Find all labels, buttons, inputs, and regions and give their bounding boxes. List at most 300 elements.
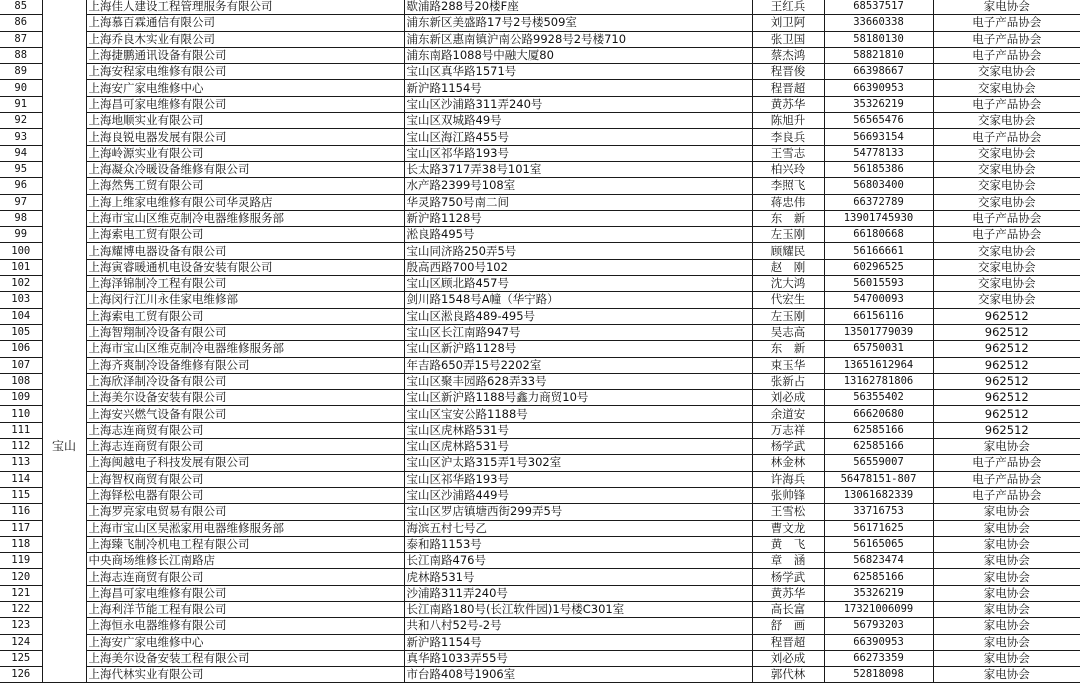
address-cell: 淞良路495号 (404, 227, 752, 243)
phone-cell: 66620680 (824, 406, 933, 422)
contact-person-cell: 张帅锋 (752, 487, 824, 503)
contact-person-cell: 东 新 (752, 210, 824, 226)
table-row (0, 80, 1080, 96)
contact-person-cell: 左玉刚 (752, 308, 824, 324)
association-cell: 家电协会 (933, 634, 1080, 650)
company-name-cell: 上海安广家电维修中心 (86, 80, 404, 96)
row-number: 91 (0, 96, 42, 112)
company-name-cell: 中央商场维修长江南路店 (86, 553, 404, 569)
address-cell: 剑川路1548号A幢（华宁路） (404, 292, 752, 308)
company-name-cell: 上海臻飞制冷机电工程有限公司 (86, 536, 404, 552)
district-cell (42, 227, 86, 243)
row-number: 106 (0, 341, 42, 357)
phone-cell: 52818098 (824, 667, 933, 683)
address-cell: 宝山区长江南路947号 (404, 324, 752, 340)
address-cell: 水产路2399号108室 (404, 178, 752, 194)
contact-person-cell: 黄苏华 (752, 585, 824, 601)
phone-cell: 56166661 (824, 243, 933, 259)
phone-cell: 56478151-807 (824, 471, 933, 487)
contact-person-cell: 顾耀民 (752, 243, 824, 259)
district-cell (42, 113, 86, 129)
association-cell: 电子产品协会 (933, 455, 1080, 471)
association-cell: 交家电协会 (933, 194, 1080, 210)
contact-person-cell: 陈旭升 (752, 113, 824, 129)
phone-cell: 56165065 (824, 536, 933, 552)
table-row (0, 650, 1080, 666)
table-row (0, 373, 1080, 389)
district-cell (42, 324, 86, 340)
table-row (0, 634, 1080, 650)
phone-cell: 56015593 (824, 276, 933, 292)
row-number: 103 (0, 292, 42, 308)
row-number: 126 (0, 667, 42, 683)
company-name-cell: 上海乔良木实业有限公司 (86, 31, 404, 47)
table-row (0, 308, 1080, 324)
association-cell: 962512 (933, 373, 1080, 389)
address-cell: 宝山区双城路49号 (404, 113, 752, 129)
row-number: 92 (0, 113, 42, 129)
row-number: 105 (0, 324, 42, 340)
table-row (0, 324, 1080, 340)
phone-cell: 66390953 (824, 80, 933, 96)
address-cell: 海滨五村七号乙 (404, 520, 752, 536)
contact-person-cell: 张卫国 (752, 31, 824, 47)
address-cell: 新沪路1128号 (404, 210, 752, 226)
contact-person-cell: 左玉刚 (752, 227, 824, 243)
contact-person-cell: 束玉华 (752, 357, 824, 373)
row-number: 108 (0, 373, 42, 389)
phone-cell: 66372789 (824, 194, 933, 210)
company-name-cell: 上海闵行江川永佳家电维修部 (86, 292, 404, 308)
phone-cell: 56185386 (824, 161, 933, 177)
address-cell: 虎林路531号 (404, 569, 752, 585)
district-cell (42, 194, 86, 210)
district-cell (42, 650, 86, 666)
district-cell (42, 455, 86, 471)
address-cell: 浦东新区惠南镇沪南公路9928号2号楼710 (404, 31, 752, 47)
phone-cell: 35326219 (824, 585, 933, 601)
company-name-cell: 上海凝众冷暖设备维修有限公司 (86, 161, 404, 177)
row-number: 96 (0, 178, 42, 194)
association-cell: 家电协会 (933, 601, 1080, 617)
row-number: 101 (0, 259, 42, 275)
contact-person-cell: 郭代林 (752, 667, 824, 683)
association-cell: 交家电协会 (933, 243, 1080, 259)
table-row (0, 31, 1080, 47)
company-name-cell: 上海良锐电器发展有限公司 (86, 129, 404, 145)
company-name-cell: 上海泽锦制冷工程有限公司 (86, 276, 404, 292)
district-cell (42, 15, 86, 31)
company-name-cell: 上海索电工贸有限公司 (86, 227, 404, 243)
phone-cell: 35326219 (824, 96, 933, 112)
company-name-cell: 上海佳人建设工程管理服务有限公司 (86, 0, 404, 15)
company-name-cell: 上海安程家电维修有限公司 (86, 64, 404, 80)
contact-person-cell: 万志祥 (752, 422, 824, 438)
row-number: 94 (0, 145, 42, 161)
row-number: 87 (0, 31, 42, 47)
phone-cell: 13162781806 (824, 373, 933, 389)
phone-cell: 62585166 (824, 569, 933, 585)
row-number: 116 (0, 504, 42, 520)
district-cell (42, 487, 86, 503)
company-name-cell: 上海捷鹏通讯设备有限公司 (86, 47, 404, 63)
district-cell (42, 585, 86, 601)
table-row (0, 47, 1080, 63)
phone-cell: 56823474 (824, 553, 933, 569)
row-number: 90 (0, 80, 42, 96)
phone-cell: 62585166 (824, 422, 933, 438)
phone-cell: 66273359 (824, 650, 933, 666)
table-row (0, 504, 1080, 520)
row-number: 102 (0, 276, 42, 292)
contact-person-cell: 东 新 (752, 341, 824, 357)
district-cell (42, 569, 86, 585)
phone-cell: 54700093 (824, 292, 933, 308)
address-cell: 真华路1033弄55号 (404, 650, 752, 666)
company-name-cell: 上海欣泽制冷设备有限公司 (86, 373, 404, 389)
address-cell: 共和八村52号-2号 (404, 618, 752, 634)
association-cell: 962512 (933, 357, 1080, 373)
row-number: 113 (0, 455, 42, 471)
row-number: 89 (0, 64, 42, 80)
district-cell (42, 292, 86, 308)
table-row (0, 341, 1080, 357)
contact-person-cell: 张新占 (752, 373, 824, 389)
phone-cell: 56793203 (824, 618, 933, 634)
contact-person-cell: 刘必成 (752, 390, 824, 406)
district-cell (42, 178, 86, 194)
table-row (0, 129, 1080, 145)
contact-person-cell: 李照飞 (752, 178, 824, 194)
association-cell: 交家电协会 (933, 80, 1080, 96)
phone-cell: 66156116 (824, 308, 933, 324)
phone-cell: 56355402 (824, 390, 933, 406)
company-name-cell: 上海然隽工贸有限公司 (86, 178, 404, 194)
address-cell: 宝山区沙浦路311弄240号 (404, 96, 752, 112)
row-number: 104 (0, 308, 42, 324)
company-name-cell: 上海地顺实业有限公司 (86, 113, 404, 129)
table-row (0, 618, 1080, 634)
address-cell: 市台路408号1906室 (404, 667, 752, 683)
phone-cell: 13501779039 (824, 324, 933, 340)
row-number: 117 (0, 520, 42, 536)
table-row (0, 390, 1080, 406)
company-name-cell: 上海齐爽制冷设备维修有限公司 (86, 357, 404, 373)
table-row (0, 15, 1080, 31)
contact-person-cell: 余道安 (752, 406, 824, 422)
association-cell: 家电协会 (933, 553, 1080, 569)
district-cell (42, 243, 86, 259)
association-cell: 962512 (933, 406, 1080, 422)
association-cell: 电子产品协会 (933, 15, 1080, 31)
phone-cell: 56803400 (824, 178, 933, 194)
contact-person-cell: 吴志高 (752, 324, 824, 340)
association-cell: 电子产品协会 (933, 471, 1080, 487)
phone-cell: 54778133 (824, 145, 933, 161)
table-row (0, 601, 1080, 617)
district-cell (42, 0, 86, 15)
contact-person-cell: 杨学武 (752, 439, 824, 455)
phone-cell: 13651612964 (824, 357, 933, 373)
row-number: 107 (0, 357, 42, 373)
company-name-cell: 上海铎松电器有限公司 (86, 487, 404, 503)
district-cell (42, 536, 86, 552)
phone-cell: 17321006099 (824, 601, 933, 617)
address-cell: 殷高西路700号102 (404, 259, 752, 275)
row-number: 88 (0, 47, 42, 63)
row-number: 85 (0, 0, 42, 15)
phone-cell: 65750031 (824, 341, 933, 357)
table-row (0, 0, 1080, 15)
contact-person-cell: 赵 刚 (752, 259, 824, 275)
company-name-cell: 上海市宝山区吴淞家用电器维修服务部 (86, 520, 404, 536)
association-cell: 交家电协会 (933, 259, 1080, 275)
association-cell: 962512 (933, 390, 1080, 406)
table-row (0, 243, 1080, 259)
phone-cell: 56565476 (824, 113, 933, 129)
row-number: 109 (0, 390, 42, 406)
contact-person-cell: 程晋超 (752, 634, 824, 650)
address-cell: 长太路3717弄38号101室 (404, 161, 752, 177)
table-row (0, 471, 1080, 487)
association-cell: 家电协会 (933, 618, 1080, 634)
association-cell: 电子产品协会 (933, 129, 1080, 145)
row-number: 124 (0, 634, 42, 650)
table-row (0, 357, 1080, 373)
table-row (0, 585, 1080, 601)
row-number: 122 (0, 601, 42, 617)
district-cell (42, 129, 86, 145)
contact-person-cell: 章 涵 (752, 553, 824, 569)
address-cell: 浦东南路1088号中融大厦80 (404, 47, 752, 63)
company-name-cell: 上海美尔设备安装工程有限公司 (86, 650, 404, 666)
company-name-cell: 上海利洋节能工程有限公司 (86, 601, 404, 617)
row-number: 110 (0, 406, 42, 422)
row-number: 86 (0, 15, 42, 31)
association-cell: 家电协会 (933, 0, 1080, 15)
address-cell: 宝山区沪太路315弄1号302室 (404, 455, 752, 471)
district-cell (42, 520, 86, 536)
address-cell: 宝山区新沪路1188号鑫力商贸10号 (404, 390, 752, 406)
company-name-cell: 上海罗亮家电贸易有限公司 (86, 504, 404, 520)
row-number: 97 (0, 194, 42, 210)
address-cell: 宝山区罗店镇塘西街299弄5号 (404, 504, 752, 520)
company-name-cell: 上海恒永电器维修有限公司 (86, 618, 404, 634)
phone-cell: 62585166 (824, 439, 933, 455)
company-name-cell: 上海耀博电器设备有限公司 (86, 243, 404, 259)
district-cell (42, 357, 86, 373)
row-number: 98 (0, 210, 42, 226)
table-row (0, 439, 1080, 455)
contact-person-cell: 许海兵 (752, 471, 824, 487)
phone-cell: 33660338 (824, 15, 933, 31)
district-cell (42, 341, 86, 357)
district-cell (42, 96, 86, 112)
association-cell: 交家电协会 (933, 113, 1080, 129)
address-cell: 沙浦路311弄240号 (404, 585, 752, 601)
contact-person-cell: 杨学武 (752, 569, 824, 585)
contact-person-cell: 程晋俊 (752, 64, 824, 80)
table-row (0, 487, 1080, 503)
district-cell (42, 618, 86, 634)
table-row (0, 553, 1080, 569)
contact-person-cell: 程晋超 (752, 80, 824, 96)
association-cell: 电子产品协会 (933, 47, 1080, 63)
table-row (0, 64, 1080, 80)
association-cell: 交家电协会 (933, 292, 1080, 308)
phone-cell: 33716753 (824, 504, 933, 520)
row-number: 93 (0, 129, 42, 145)
row-number: 119 (0, 553, 42, 569)
table-row (0, 422, 1080, 438)
address-cell: 宝山区虎林路531号 (404, 422, 752, 438)
table-row (0, 194, 1080, 210)
row-number: 95 (0, 161, 42, 177)
table-row (0, 113, 1080, 129)
address-cell: 年吉路650弄15号2202室 (404, 357, 752, 373)
contact-person-cell: 王红兵 (752, 0, 824, 15)
row-number: 123 (0, 618, 42, 634)
address-cell: 宝山区真华路1571号 (404, 64, 752, 80)
district-label: 宝山 (42, 439, 86, 455)
table-row (0, 406, 1080, 422)
district-cell (42, 80, 86, 96)
table-row (0, 667, 1080, 683)
district-cell (42, 47, 86, 63)
phone-cell: 58821810 (824, 47, 933, 63)
association-cell: 家电协会 (933, 650, 1080, 666)
district-cell (42, 210, 86, 226)
contact-person-cell: 黄 飞 (752, 536, 824, 552)
address-cell: 宝山区祁华路193号 (404, 145, 752, 161)
district-cell (42, 667, 86, 683)
table-row (0, 227, 1080, 243)
table-row (0, 569, 1080, 585)
district-cell (42, 31, 86, 47)
company-name-cell: 上海上维家电维修有限公司华灵路店 (86, 194, 404, 210)
contact-person-cell: 蒋忠伟 (752, 194, 824, 210)
phone-cell: 68537517 (824, 0, 933, 15)
district-cell (42, 145, 86, 161)
contact-person-cell: 柏兴玲 (752, 161, 824, 177)
association-cell: 电子产品协会 (933, 227, 1080, 243)
phone-cell: 56693154 (824, 129, 933, 145)
table-row (0, 520, 1080, 536)
table-row (0, 161, 1080, 177)
association-cell: 电子产品协会 (933, 487, 1080, 503)
district-cell (42, 471, 86, 487)
company-name-cell: 上海安广家电维修中心 (86, 634, 404, 650)
contact-person-cell: 曹文龙 (752, 520, 824, 536)
contact-person-cell: 刘卫阿 (752, 15, 824, 31)
association-cell: 交家电协会 (933, 276, 1080, 292)
association-cell: 家电协会 (933, 504, 1080, 520)
district-cell (42, 390, 86, 406)
company-name-cell: 上海代林实业有限公司 (86, 667, 404, 683)
company-name-cell: 上海美尔设备安装有限公司 (86, 390, 404, 406)
association-cell: 家电协会 (933, 439, 1080, 455)
association-cell: 962512 (933, 324, 1080, 340)
phone-cell: 60296525 (824, 259, 933, 275)
contact-person-cell: 蔡杰鸿 (752, 47, 824, 63)
association-cell: 交家电协会 (933, 64, 1080, 80)
address-cell: 长江南路476号 (404, 553, 752, 569)
address-cell: 宝山区虎林路531号 (404, 439, 752, 455)
contact-person-cell: 舒 画 (752, 618, 824, 634)
company-name-cell: 上海安兴燃气设备有限公司 (86, 406, 404, 422)
address-cell: 宝山区沙浦路449号 (404, 487, 752, 503)
address-cell: 宝山区海江路455号 (404, 129, 752, 145)
association-cell: 电子产品协会 (933, 210, 1080, 226)
row-number: 115 (0, 487, 42, 503)
association-cell: 家电协会 (933, 520, 1080, 536)
phone-cell: 56559007 (824, 455, 933, 471)
company-name-cell: 上海索电工贸有限公司 (86, 308, 404, 324)
row-number: 125 (0, 650, 42, 666)
company-name-cell: 上海志连商贸有限公司 (86, 569, 404, 585)
phone-cell: 66180668 (824, 227, 933, 243)
row-number: 121 (0, 585, 42, 601)
table-row (0, 276, 1080, 292)
address-cell: 宝山区宝安公路1188号 (404, 406, 752, 422)
table-row (0, 292, 1080, 308)
district-cell (42, 634, 86, 650)
company-name-cell: 上海志连商贸有限公司 (86, 439, 404, 455)
row-number: 111 (0, 422, 42, 438)
row-number: 99 (0, 227, 42, 243)
table-row (0, 145, 1080, 161)
address-cell: 长江南路180号(长江软件园)1号楼C301室 (404, 601, 752, 617)
contact-person-cell: 林金林 (752, 455, 824, 471)
company-name-cell: 上海市宝山区维克制冷电器维修服务部 (86, 210, 404, 226)
company-name-cell: 上海岭源实业有限公司 (86, 145, 404, 161)
association-cell: 交家电协会 (933, 161, 1080, 177)
company-name-cell: 上海慕百霖通信有限公司 (86, 15, 404, 31)
association-cell: 962512 (933, 308, 1080, 324)
address-cell: 歇浦路288号20楼F座 (404, 0, 752, 15)
company-name-cell: 上海智权商贸有限公司 (86, 471, 404, 487)
association-cell: 家电协会 (933, 569, 1080, 585)
district-cell (42, 64, 86, 80)
association-cell: 交家电协会 (933, 145, 1080, 161)
phone-cell: 13061682339 (824, 487, 933, 503)
phone-cell: 13901745930 (824, 210, 933, 226)
row-number: 114 (0, 471, 42, 487)
table-row (0, 96, 1080, 112)
district-cell (42, 422, 86, 438)
table-row (0, 178, 1080, 194)
contact-person-cell: 黄苏华 (752, 96, 824, 112)
table-row (0, 536, 1080, 552)
address-cell: 浦东新区美盛路17号2号楼509室 (404, 15, 752, 31)
address-cell: 新沪路1154号 (404, 634, 752, 650)
association-cell: 962512 (933, 341, 1080, 357)
row-number: 120 (0, 569, 42, 585)
row-number: 100 (0, 243, 42, 259)
association-cell: 电子产品协会 (933, 96, 1080, 112)
district-cell (42, 308, 86, 324)
contact-person-cell: 李良兵 (752, 129, 824, 145)
association-cell: 交家电协会 (933, 178, 1080, 194)
contact-person-cell: 沈大鸿 (752, 276, 824, 292)
contact-person-cell: 王雪松 (752, 504, 824, 520)
address-cell: 宝山区新沪路1128号 (404, 341, 752, 357)
association-cell: 电子产品协会 (933, 31, 1080, 47)
contact-person-cell: 高长富 (752, 601, 824, 617)
district-cell (42, 161, 86, 177)
district-cell (42, 406, 86, 422)
contact-person-cell: 王雪志 (752, 145, 824, 161)
